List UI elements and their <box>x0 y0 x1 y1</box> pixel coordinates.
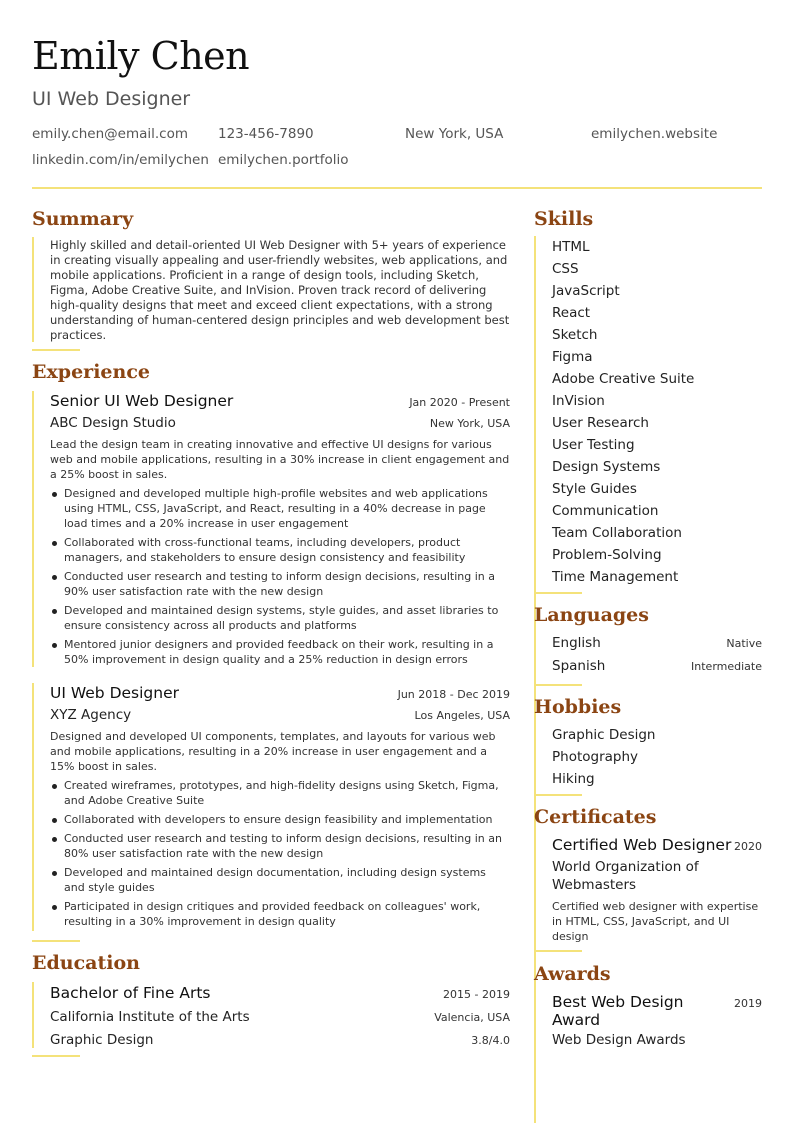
languages-heading: Languages <box>534 604 649 626</box>
job-description: Lead the design team in creating innovative and effective UI designs for various web and mobile applications, resulting in a 30% increase in client engagement and a 25% boost in sales. <box>50 438 510 481</box>
right-column-accent-line <box>534 236 536 1123</box>
skill-item: React <box>552 305 591 321</box>
job-dates: Jan 2020 - Present <box>409 396 510 409</box>
edu-gpa: 3.8/4.0 <box>471 1034 510 1047</box>
award-title: Best Web Design Award <box>552 993 684 1029</box>
job-bullet: Conducted user research and testing to inform design decisions, resulting in a 90% user satisfaction rate with the new design <box>50 569 510 599</box>
edu-degree: Bachelor of Fine Arts <box>50 984 211 1002</box>
job-bullet: Collaborated with developers to ensure design feasibility and implementation <box>50 812 510 827</box>
hobby-item: Graphic Design <box>552 727 656 743</box>
job-bullets <box>50 486 510 667</box>
job-bullet: Developed and maintained design systems, style guides, and asset libraries to ensure consistency across all products and platforms <box>50 603 510 633</box>
edu-location: Valencia, USA <box>434 1011 510 1024</box>
resume-header <box>32 30 762 178</box>
certificates-divider <box>534 950 582 952</box>
language-name: English <box>552 635 601 651</box>
contact-email[interactable]: emily.chen@email.com <box>32 126 189 142</box>
skills-divider <box>534 592 582 594</box>
job-role: UI Web Designer <box>50 684 179 702</box>
certificate-year: 2020 <box>734 840 762 853</box>
contact-website[interactable]: emilychen.website <box>591 126 718 142</box>
skill-item: Team Collaboration <box>552 525 682 541</box>
skills-list <box>552 236 762 588</box>
hobbies-list <box>552 724 762 790</box>
skill-item: CSS <box>552 261 579 277</box>
education-item <box>50 982 510 1052</box>
language-item <box>552 632 762 655</box>
skills-heading: Skills <box>534 208 594 230</box>
edu-school: California Institute of the Arts <box>50 1009 250 1025</box>
edu-major: Graphic Design <box>50 1032 154 1048</box>
job-bullets <box>50 778 510 929</box>
education-divider <box>32 1055 80 1057</box>
job-company: XYZ Agency <box>50 707 132 723</box>
award-org: Web Design Awards <box>552 1032 686 1048</box>
languages-list <box>552 632 762 678</box>
header-divider <box>32 187 762 189</box>
skill-item: User Testing <box>552 437 635 453</box>
job-role: Senior UI Web Designer <box>50 392 234 410</box>
certificate-description: Certified web designer with expertise in HTML, CSS, JavaScript, and UI design <box>552 900 759 943</box>
language-level: Intermediate <box>691 660 762 673</box>
experience-accent-line-2 <box>32 683 34 931</box>
contact-location: New York, USA <box>405 126 504 142</box>
skill-item: Sketch <box>552 327 598 343</box>
hobbies-heading: Hobbies <box>534 696 622 718</box>
experience-item <box>50 683 510 933</box>
skill-item: JavaScript <box>552 283 620 299</box>
skill-item: Design Systems <box>552 459 661 475</box>
award-year: 2019 <box>734 997 762 1010</box>
job-bullet: Collaborated with cross-functional teams, including developers, product managers, and stakeholders to ensure design consistency and feasibility <box>50 535 510 565</box>
contact-portfolio[interactable]: emilychen.portfolio <box>218 152 349 168</box>
job-location: New York, USA <box>429 417 510 430</box>
skill-item: Adobe Creative Suite <box>552 371 695 387</box>
language-name: Spanish <box>552 658 606 674</box>
experience-divider <box>32 940 80 942</box>
experience-heading: Experience <box>32 361 150 383</box>
education-heading: Education <box>32 952 140 974</box>
job-bullet: Developed and maintained design documentation, including design systems and style guides <box>50 865 510 895</box>
job-title: UI Web Designer <box>32 88 191 110</box>
skill-item: User Research <box>552 415 649 431</box>
contact-phone[interactable]: 123-456-7890 <box>218 126 314 142</box>
certificate-org: World Organization of Webmasters <box>552 859 699 893</box>
summary-accent-line <box>32 237 34 342</box>
skill-item: HTML <box>552 239 590 255</box>
job-description: Designed and developed UI components, templates, and layouts for various web and mobile applications, resulting in a 20% increase in user engagement and a 15% boost in sales. <box>50 730 496 773</box>
skill-item: Style Guides <box>552 481 637 497</box>
experience-accent-line-1 <box>32 391 34 667</box>
summary-heading: Summary <box>32 208 134 230</box>
job-bullet: Designed and developed multiple high-profile websites and web applications using HTML, CSS, JavaScript, and React, resulting in a 40% decrease in page load times and a 20% increase in user engagement <box>50 486 510 531</box>
award-item <box>552 993 762 1051</box>
hobbies-divider <box>534 794 582 796</box>
edu-years: 2015 - 2019 <box>443 988 510 1001</box>
job-bullet: Participated in design critiques and provided feedback on colleagues' work, resulting in a 30% improvement in design quality <box>50 899 510 929</box>
languages-divider <box>534 684 582 686</box>
skill-item: Problem-Solving <box>552 547 662 563</box>
contact-info <box>32 126 762 178</box>
job-location: Los Angeles, USA <box>414 709 510 722</box>
awards-heading: Awards <box>534 963 611 985</box>
summary-divider <box>32 349 80 351</box>
skill-item: InVision <box>552 393 605 409</box>
certificate-title: Certified Web Designer <box>552 836 732 854</box>
job-bullet: Conducted user research and testing to inform design decisions, resulting in an 80% user satisfaction rate with the new design <box>50 831 510 861</box>
skill-item: Communication <box>552 503 659 519</box>
hobby-item: Photography <box>552 749 639 765</box>
skill-item: Figma <box>552 349 593 365</box>
summary-text: Highly skilled and detail-oriented UI Web Designer with 5+ years of experience in creating visually appealing and user-friendly websites, web applications, and mobile applications. Proficient in a range of design tools, including Sketch, Figma, Adobe Creative Suite, and InVision. Proven track record of delivering high-quality designs that meet and exceed client expectations, with a strong understanding of human-centered design principles and web development best practices. <box>50 238 510 342</box>
job-bullet: Mentored junior designers and provided feedback on their work, resulting in a 50% improvement in design quality and a 25% reduction in design errors <box>50 637 510 667</box>
contact-linkedin[interactable]: linkedin.com/in/emilychen <box>32 152 209 168</box>
skill-item: Time Management <box>552 569 679 585</box>
hobby-item: Hiking <box>552 771 595 787</box>
education-accent-line <box>32 982 34 1048</box>
job-company: ABC Design Studio <box>50 415 176 431</box>
language-level: Native <box>726 637 762 650</box>
job-dates: Jun 2018 - Dec 2019 <box>397 688 510 701</box>
certificates-heading: Certificates <box>534 806 657 828</box>
language-item <box>552 655 762 678</box>
job-bullet: Created wireframes, prototypes, and high-fidelity designs using Sketch, Figma, and Adobe Creative Suite <box>50 778 510 808</box>
candidate-name: Emily Chen <box>32 34 250 78</box>
certificate-item <box>552 836 762 944</box>
experience-item <box>50 391 510 671</box>
